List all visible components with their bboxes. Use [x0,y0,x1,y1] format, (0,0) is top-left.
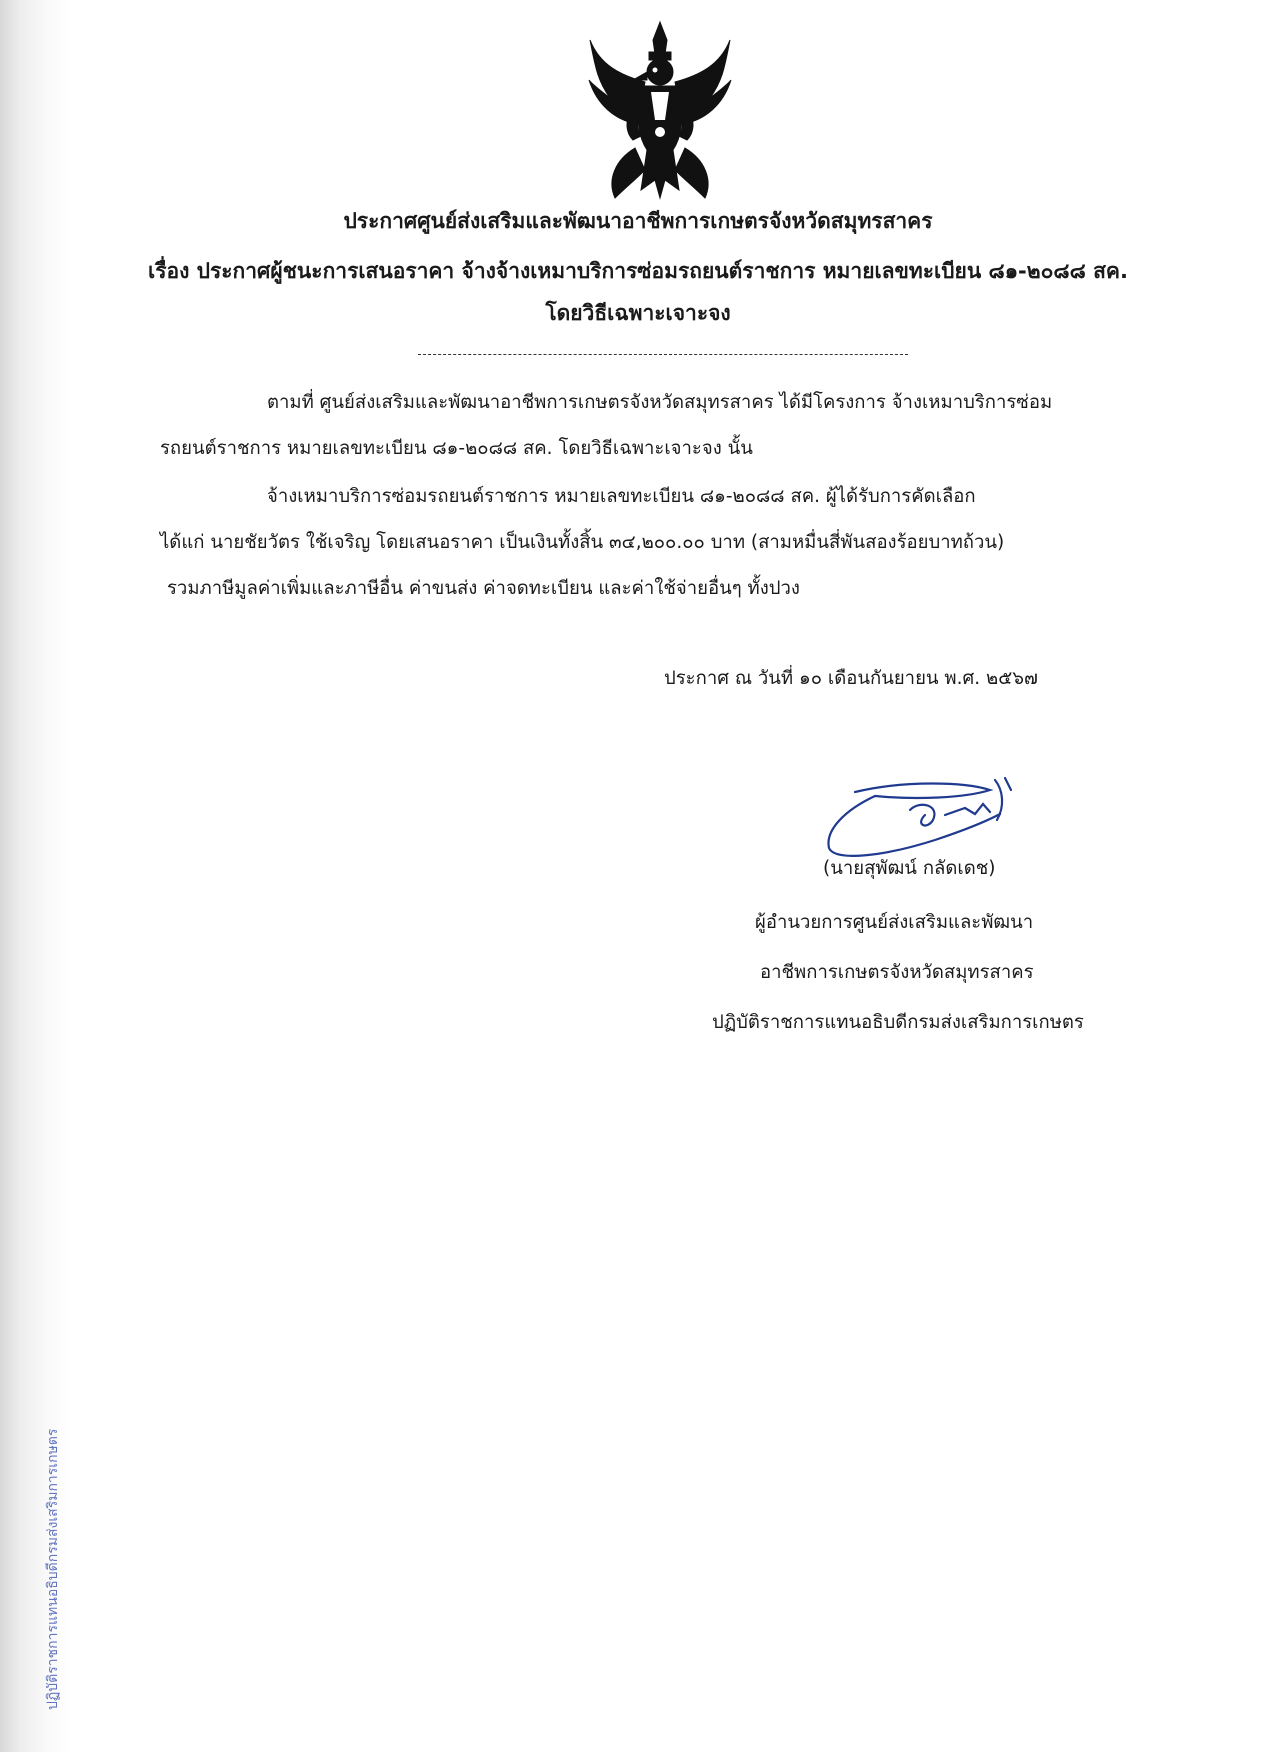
paragraph-2-line-3: รวมภาษีมูลค่าเพิ่มและภาษีอื่น ค่าขนส่ง ค่าจดทะเบียน และค่าใช้จ่ายอื่นๆ ทั้งปวง [167,578,800,599]
announcement-date: ประกาศ ณ วันที่ ๑๐ เดือนกันยายน พ.ศ. ๒๕๖๗ [664,668,1038,689]
side-stamp-text: ปฏิบัติราชการแทนอธิบดีกรมส่งเสริมการเกษตร [45,1428,61,1710]
header-divider [418,354,908,355]
paragraph-1-line-2: รถยนต์ราชการ หมายเลขทะเบียน ๘๑-๒๐๘๘ สค. โดยวิธีเฉพาะเจาะจง นั้น [160,438,753,459]
procurement-method: โดยวิธีเฉพาะเจาะจง [545,301,731,325]
signer-position-line-1: ผู้อำนวยการศูนย์ส่งเสริมและพัฒนา [755,912,1034,933]
garuda-emblem-icon [585,20,735,210]
paragraph-2-line-2: ได้แก่ นายชัยวัตร ใช้เจริญ โดยเสนอราคา เป็นเงินทั้งสิ้น ๓๔,๒๐๐.๐๐ บาท (สามหมื่นสี่พันสองร้อยบาทถ้วน) [160,532,1005,553]
signer-position-line-3: ปฏิบัติราชการแทนอธิบดีกรมส่งเสริมการเกษตร [712,1012,1084,1033]
announcement-title: ประกาศศูนย์ส่งเสริมและพัฒนาอาชีพการเกษตรจังหวัดสมุทรสาคร [343,209,933,233]
paragraph-1-line-1: ตามที่ ศูนย์ส่งเสริมและพัฒนาอาชีพการเกษตรจังหวัดสมุทรสาคร ได้มีโครงการ จ้างเหมาบริการซ่อม [267,392,1053,413]
announcement-subject: เรื่อง ประกาศผู้ชนะการเสนอราคา จ้างจ้างเหมาบริการซ่อมรถยนต์ราชการ หมายเลขทะเบียน ๘๑-๒๐๘๘ สค. [148,259,1128,283]
signer-name: (นายสุพัฒน์ กลัดเดช) [823,858,996,879]
paragraph-2-line-1: จ้างเหมาบริการซ่อมรถยนต์ราชการ หมายเลขทะเบียน ๘๑-๒๐๘๘ สค. ผู้ได้รับการคัดเลือก [267,486,976,507]
signer-position-line-2: อาชีพการเกษตรจังหวัดสมุทรสาคร [760,962,1034,983]
